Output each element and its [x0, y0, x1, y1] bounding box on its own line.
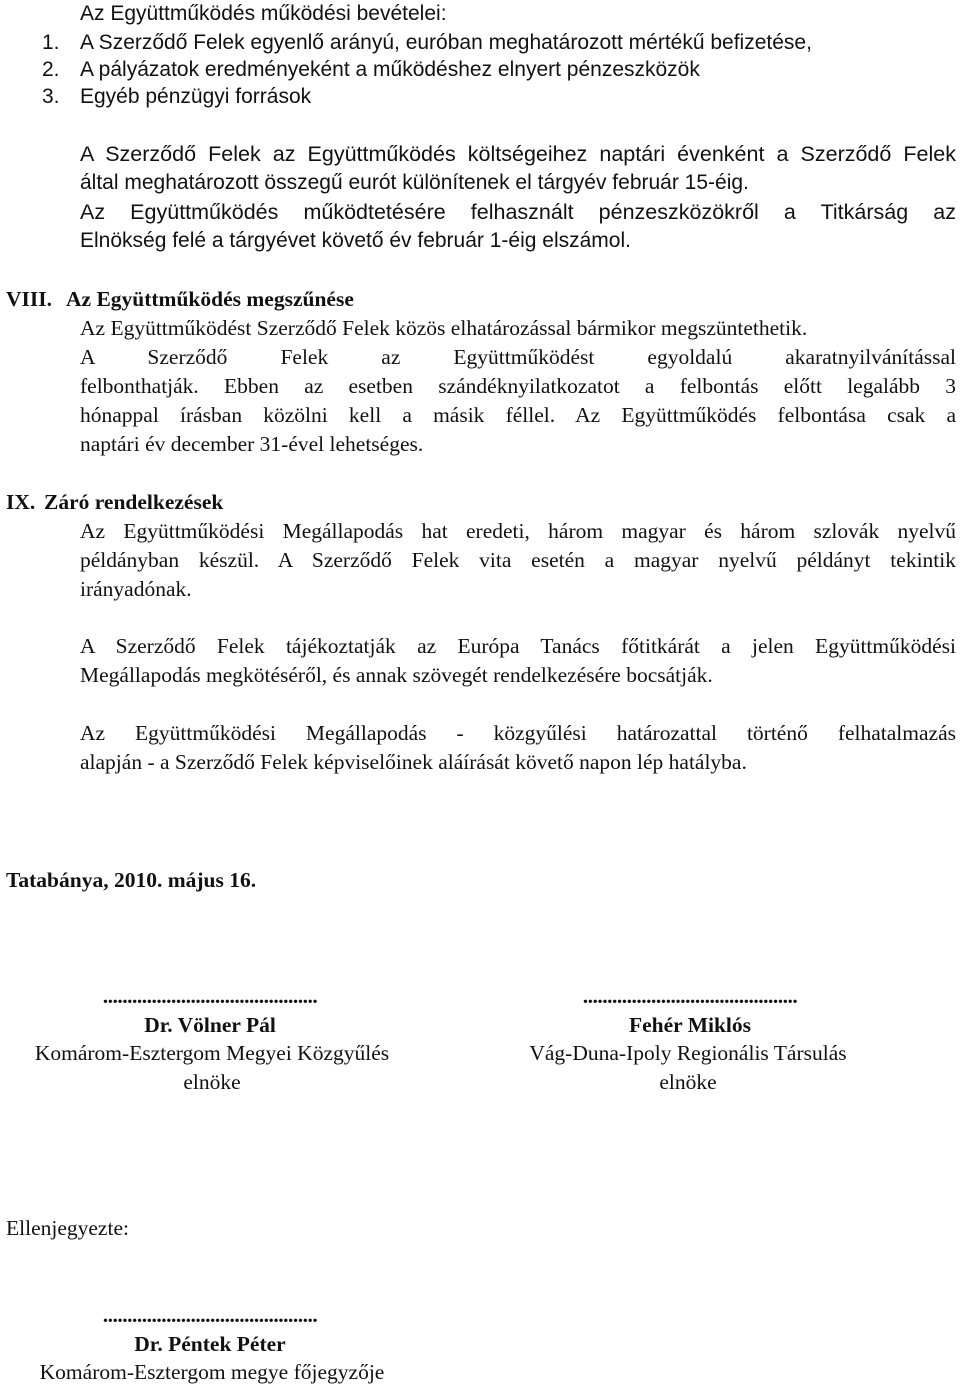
section-8-line: naptári év december 31-ével lehetséges.: [80, 432, 424, 456]
section-9-title: Záró rendelkezések: [44, 490, 224, 514]
section-9-number: IX.: [6, 490, 36, 514]
entry-into-force-line: Az Együttműködési Megállapodás - közgyűlési határozattal történő felhatalmazás: [80, 721, 956, 745]
settlement-paragraph-line: Elnökség felé a tárgyévet követő év február 1-éig elszámol.: [80, 229, 631, 252]
signatory-role: elnöke: [659, 1070, 717, 1094]
place-date: Tatabánya, 2010. május 16.: [6, 868, 257, 892]
section-9-line: példányban készül. A Szerződő Felek vita esetén a magyar nyelvű példányt tekintik: [80, 548, 956, 572]
revenue-item-number: 3.: [42, 85, 60, 108]
section-8-number: VIII.: [6, 287, 53, 311]
countersign-title: Komárom-Esztergom megye főjegyzője: [39, 1360, 385, 1384]
settlement-paragraph-line: Az Együttműködés működtetésére felhasznált pénzeszközökről a Titkárság az: [80, 200, 956, 224]
signature-dots: ............................................: [582, 984, 798, 1008]
countersign-label: Ellenjegyezte:: [6, 1216, 129, 1240]
signatory-role: elnöke: [183, 1070, 241, 1094]
section-8-title: Az Együttműködés megszűnése: [66, 287, 354, 311]
section-9-line: irányadónak.: [80, 577, 192, 601]
revenue-item-number: 2.: [42, 58, 60, 81]
notification-paragraph-line: Megállapodás megkötéséről, és annak szövegét rendelkezésére bocsátják.: [80, 663, 713, 687]
countersign-dots: ............................................: [102, 1303, 318, 1327]
revenue-heading: Az Együttműködés működési bevételei:: [80, 2, 447, 25]
section-8-line: Az Együttműködést Szerződő Felek közös elhatározással bármikor megszüntethetik.: [80, 316, 808, 340]
revenue-item-number: 1.: [42, 31, 60, 54]
section-9-line: Az Együttműködési Megállapodás hat eredeti, három magyar és három szlovák nyelvű: [80, 519, 956, 543]
section-8-line: felbonthatják. Ebben az esetben szándéknyilatkozatot a felbontás előtt legalább 3: [80, 374, 956, 398]
signatory-name: Fehér Miklós: [628, 1013, 752, 1037]
revenue-item: Egyéb pénzügyi források: [80, 85, 312, 108]
section-8-line: hónappal írásban közölni kell a másik féllel. Az Együttműködés felbontása csak a: [80, 403, 956, 427]
contribution-paragraph-line: A Szerződő Felek az Együttműködés költségeihez naptári évenként a Szerződő Felek: [80, 142, 956, 166]
section-8-line: A Szerződő Felek az Együttműködést egyoldalú akaratnyilvánítással: [80, 345, 956, 369]
notification-paragraph-line: A Szerződő Felek tájékoztatják az Európa Tanács főtitkárát a jelen Együttműködési: [80, 634, 956, 658]
contribution-paragraph-line: által meghatározott összegű eurót különítenek el tárgyév február 15-éig.: [80, 171, 749, 194]
entry-into-force-line: alapján - a Szerződő Felek képviselőinek aláírását követő napon lép hatályba.: [80, 750, 747, 774]
countersign-name: Dr. Péntek Péter: [134, 1332, 286, 1356]
signatory-name: Dr. Völner Pál: [144, 1013, 276, 1037]
signatory-organization: Vág-Duna-Ipoly Regionális Társulás: [529, 1041, 847, 1065]
revenue-item: A Szerződő Felek egyenlő arányú, euróban meghatározott mértékű befizetése,: [80, 31, 812, 54]
revenue-item: A pályázatok eredményeként a működéshez elnyert pénzeszközök: [80, 58, 700, 81]
signature-dots: ............................................: [102, 984, 318, 1008]
signatory-organization: Komárom-Esztergom Megyei Közgyűlés: [34, 1041, 390, 1065]
